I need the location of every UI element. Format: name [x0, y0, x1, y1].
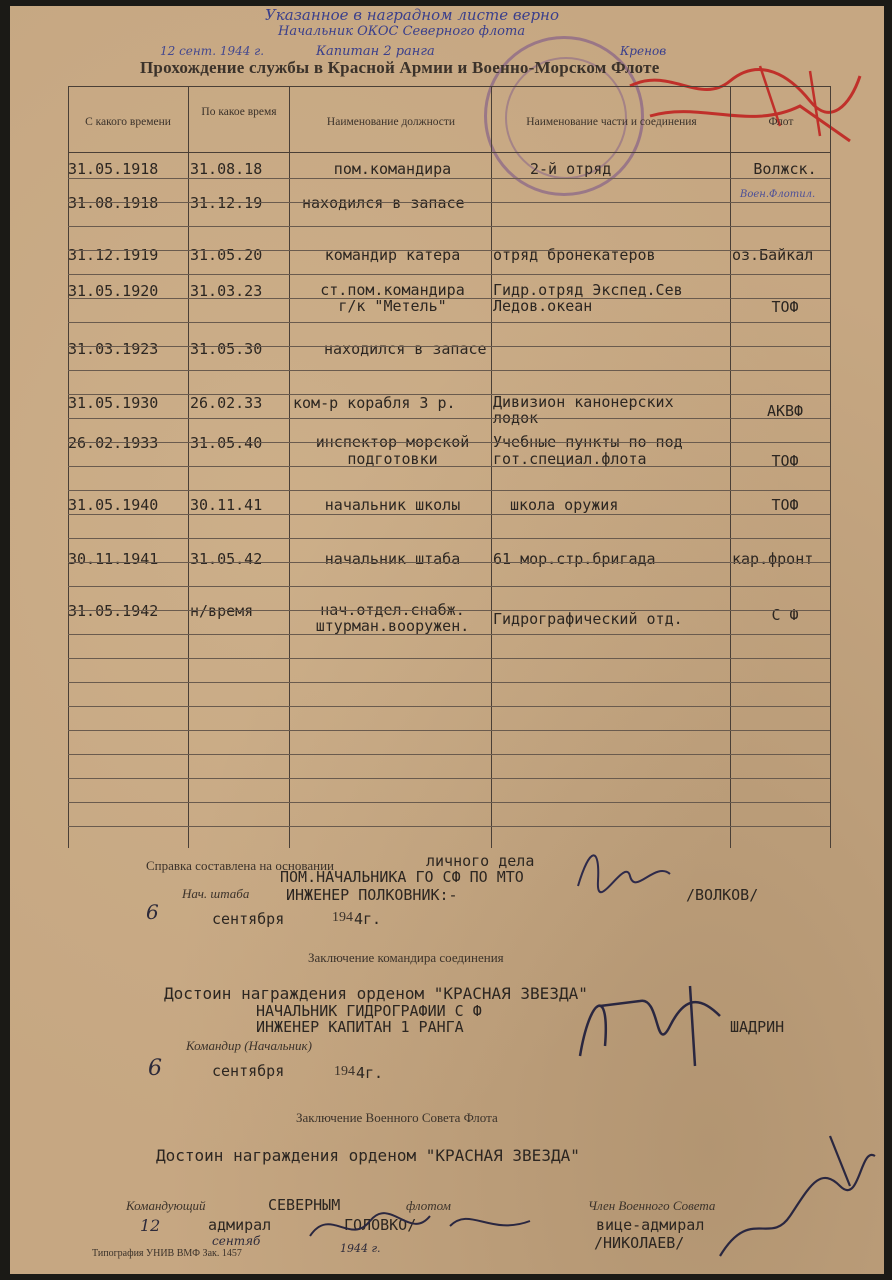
row-to: 31.12.19	[190, 194, 263, 212]
row-position: инспектор морской подготовки	[315, 433, 470, 468]
row-position: находился в запасе	[302, 194, 465, 212]
commander-conclusion-text: Достоин награждения орденом "КРАСНАЯ ЗВЕЗДА"	[164, 984, 588, 1003]
row-to: н/время	[190, 602, 254, 620]
commander-signature	[570, 966, 740, 1076]
row-fleet: Волжск.	[753, 160, 817, 178]
row-unit: школа оружия	[510, 496, 619, 514]
row-fleet: ТОФ	[771, 452, 799, 470]
row-position: находился в запасе	[324, 340, 487, 358]
row-fleet: кар.фронт	[732, 550, 814, 568]
column-header-unit: Наименование части и соединения	[526, 116, 697, 128]
print-footer: Типография УНИВ ВМФ Зак. 1457	[92, 1248, 242, 1259]
commander-fleet-name-sig: ГОЛОВКО/	[344, 1216, 417, 1234]
commander-label: Командир (Начальник)	[186, 1038, 312, 1053]
row-to: 31.03.23	[190, 282, 263, 300]
table-rule-line	[68, 730, 830, 731]
table-rule-line	[68, 394, 830, 395]
council-member-label: Член Военного Совета	[588, 1198, 716, 1213]
row-position: нач.отдел.снабж. штурман.вооружен.	[315, 601, 470, 635]
row-to: 31.08.18	[190, 160, 263, 178]
row-to: 31.05.30	[190, 340, 263, 358]
row-from: 31.08.1918	[68, 194, 159, 212]
table-rule-line	[68, 274, 830, 275]
row-position: начальник штаба	[324, 550, 461, 568]
table-rule-line	[68, 322, 830, 323]
verification-date: 12 сент. 1944 г.	[160, 44, 265, 58]
commander-fleet-name: СЕВЕРНЫМ	[268, 1196, 341, 1214]
column-header-fleet: Флот	[768, 116, 794, 128]
table-rule-line	[68, 562, 830, 563]
council-date-day: 12	[140, 1216, 161, 1235]
table-rule-line	[68, 586, 830, 587]
table-rule-line	[68, 514, 830, 515]
row-fleet: С Ф	[771, 606, 799, 624]
row-position: ком-р корабля 3 р.	[293, 394, 456, 412]
chief-title: ПОМ.НАЧАЛЬНИКА ГО СФ ПО МТО	[280, 868, 524, 886]
verification-signature-name: Кренов	[620, 44, 667, 58]
commander-date-year-suffix: 4г.	[356, 1064, 384, 1082]
row-unit: Гидр.отряд Экспед.Сев Ледов.океан	[493, 281, 683, 315]
verification-note-line3: Капитан 2 ранга	[316, 44, 435, 59]
row-position: командир катера	[324, 246, 461, 264]
column-header-from: С какого времени	[85, 116, 171, 128]
row-unit: Учебные пункты по под гот.специал.флота	[493, 433, 683, 468]
table-col-line	[188, 86, 189, 848]
council-date-year: 1944 г.	[340, 1242, 381, 1255]
chief-label: Нач. штаба	[182, 886, 250, 901]
table-rule-line	[68, 178, 830, 179]
table-rule-line	[68, 658, 830, 659]
golovko-signature	[300, 1196, 540, 1256]
row-unit: 61 мор.стр.бригада	[493, 550, 656, 568]
table-rule-line	[68, 802, 830, 803]
table-rule-line	[68, 202, 830, 203]
table-rule-line	[68, 634, 830, 635]
column-header-position: Наименование должности	[326, 116, 456, 128]
commander-fleet-rank: адмирал	[208, 1216, 272, 1234]
row-from: 31.05.1930	[68, 394, 159, 412]
reference-date-day: 6	[146, 900, 159, 924]
council-date-month: сентяб	[212, 1234, 261, 1248]
row-unit: 2-й отряд	[530, 160, 612, 178]
table-rule-line	[68, 346, 830, 347]
commander-fleet-suffix: флотом	[406, 1198, 451, 1213]
row-fleet: ТОФ	[771, 298, 799, 316]
table-rule-line	[68, 778, 830, 779]
table-rule-line	[68, 490, 830, 491]
reference-date-year-suffix: 4г.	[354, 910, 382, 928]
row-from: 31.12.1919	[68, 246, 159, 264]
council-conclusion-text: Достоин награждения орденом "КРАСНАЯ ЗВЕЗДА"	[156, 1146, 580, 1165]
council-conclusion-heading: Заключение Военного Совета Флота	[296, 1110, 498, 1125]
table-rule-line	[68, 298, 830, 299]
reference-date-year: 194	[332, 910, 353, 925]
row-position: ст.пом.командира г/к "Метель"	[320, 281, 465, 315]
commander-name: ШАДРИН	[730, 1018, 785, 1036]
row-fleet-note: Воен.Флотил.	[740, 189, 816, 200]
row-unit: Дивизион канонерских лодок	[493, 393, 674, 427]
row-from: 31.05.1942	[68, 602, 159, 620]
commander-title-line1: НАЧАЛЬНИК ГИДРОГРАФИИ С Ф	[256, 1002, 482, 1020]
table-rule-line	[68, 610, 830, 611]
council-member-name: /НИКОЛАЕВ/	[594, 1234, 685, 1252]
table-rule-line	[68, 418, 830, 419]
row-to: 30.11.41	[190, 496, 263, 514]
chief-signature	[570, 836, 680, 906]
table-header-border	[68, 152, 830, 153]
row-unit: отряд бронекатеров	[493, 246, 656, 264]
council-member-rank: вице-адмирал	[596, 1216, 705, 1234]
nikolaev-signature	[710, 1126, 880, 1274]
row-from: 31.05.1940	[68, 496, 159, 514]
row-to: 31.05.42	[190, 550, 263, 568]
row-position: пом.командира	[333, 160, 452, 178]
table-rule-line	[68, 754, 830, 755]
table-rule-line	[68, 706, 830, 707]
row-to: 26.02.33	[190, 394, 263, 412]
row-from: 30.11.1941	[68, 550, 159, 568]
table-rule-line	[68, 442, 830, 443]
reference-date-month: сентября	[212, 910, 285, 928]
table-rule-line	[68, 538, 830, 539]
verification-note-line1: Указанное в наградном листе верно	[265, 6, 559, 24]
table-rule-line	[68, 682, 830, 683]
row-position: начальник школы	[324, 496, 461, 514]
row-unit: Гидрографический отд.	[493, 610, 683, 628]
row-to: 31.05.20	[190, 246, 263, 264]
page-title: Прохождение службы в Красной Армии и Военно-Морском Флоте	[140, 58, 660, 77]
chief-rank: ИНЖЕНЕР ПОЛКОВНИК:-	[286, 886, 458, 904]
commander-fleet-label: Командующий	[126, 1198, 206, 1213]
commander-date-month: сентября	[212, 1062, 285, 1080]
row-from: 26.02.1933	[68, 434, 159, 452]
commander-conclusion-heading: Заключение командира соединения	[308, 950, 504, 965]
basis-label: Справка составлена на основании	[146, 858, 334, 873]
row-from: 31.05.1920	[68, 282, 159, 300]
table-top-border	[68, 86, 830, 87]
row-fleet: оз.Байкал	[732, 246, 814, 264]
award-document-sheet	[10, 6, 884, 1274]
basis-value: личного дела	[426, 852, 535, 870]
row-fleet: АКВФ	[766, 402, 804, 420]
table-rule-line	[68, 466, 830, 467]
row-from: 31.03.1923	[68, 340, 159, 358]
row-fleet: ТОФ	[771, 496, 799, 514]
column-header-to: По какое время	[201, 106, 277, 118]
row-from: 31.05.1918	[68, 160, 159, 178]
verification-note-line2: Начальник ОКОС Северного флота	[278, 24, 526, 39]
table-rule-line	[68, 370, 830, 371]
table-rule-line	[68, 826, 830, 827]
chief-name: /ВОЛКОВ/	[686, 886, 759, 904]
table-rule-line	[68, 226, 830, 227]
commander-title-line2: ИНЖЕНЕР КАПИТАН 1 РАНГА	[256, 1018, 464, 1036]
commander-date-day: 6	[148, 1056, 162, 1081]
table-rule-line	[68, 250, 830, 251]
commander-date-year: 194	[334, 1064, 355, 1079]
row-to: 31.05.40	[190, 434, 263, 452]
